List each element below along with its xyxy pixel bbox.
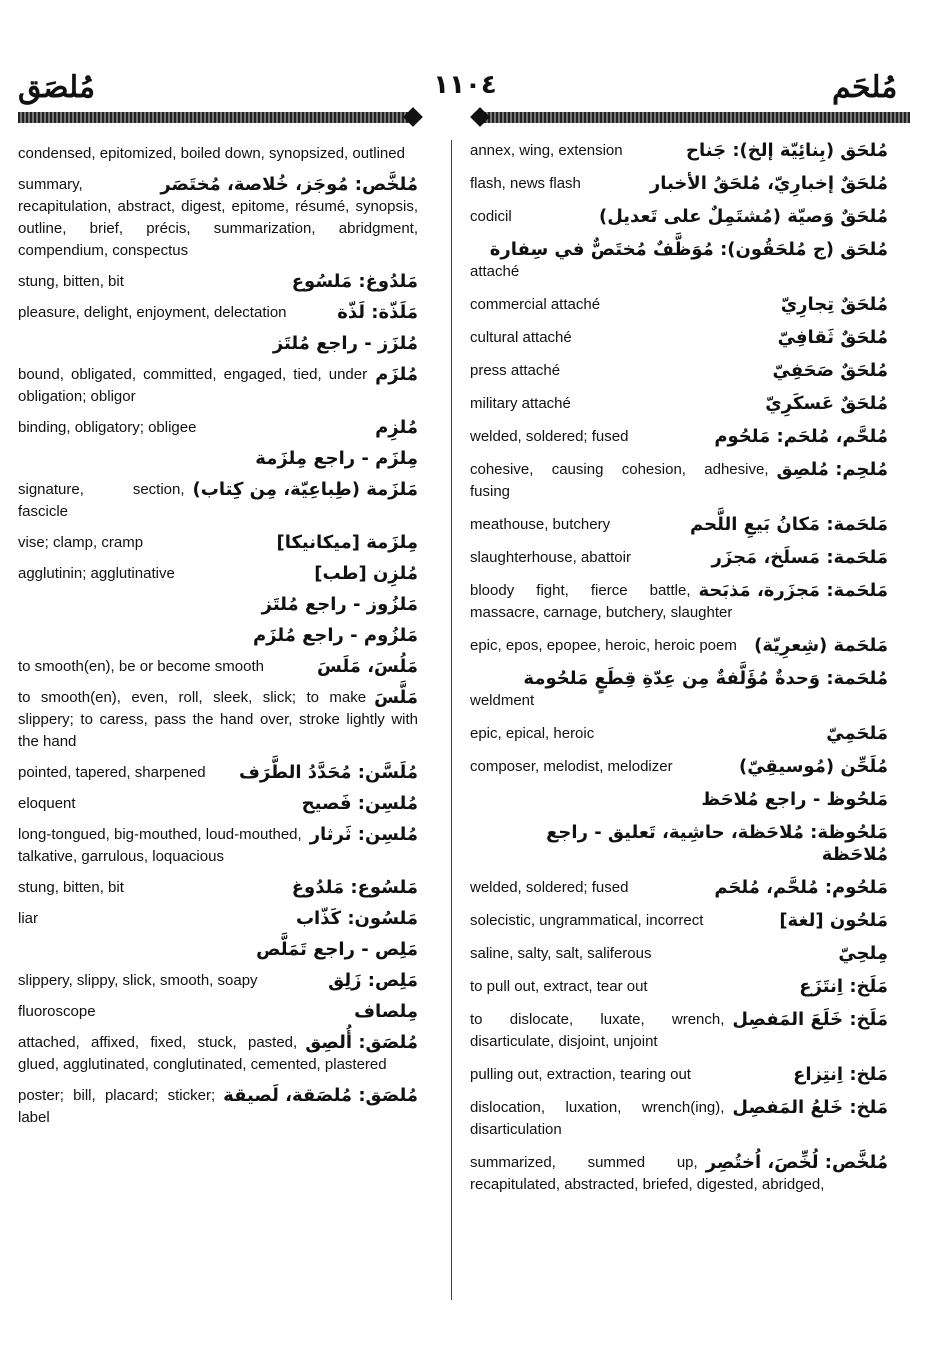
arabic-headword: مُلحَق (بِنائِيّة إلخ): جَناح bbox=[686, 140, 888, 161]
dictionary-entry bbox=[470, 723, 888, 745]
english-definition: pointed, tapered, sharpened bbox=[18, 764, 206, 781]
dictionary-entry bbox=[18, 793, 418, 815]
arabic-headword: مَلخ: اِنتِزاع bbox=[793, 1064, 888, 1085]
english-definition: summary, recapitulation, abstract, digest, epitome, résumé, synopsis, outline, brief, précis, summarization, abridgment, compendium, conspectus bbox=[18, 176, 418, 259]
english-definition: codicil bbox=[470, 208, 512, 225]
dictionary-entry bbox=[470, 877, 888, 899]
english-definition: saline, salty, salt, saliferous bbox=[470, 945, 652, 962]
english-definition: epic, epical, heroic bbox=[470, 725, 595, 742]
arabic-headword: مُلزِن [طب] bbox=[314, 563, 418, 584]
arabic-headword: مَلزَمة (طِباعِيّة، مِن كِتاب) bbox=[192, 479, 418, 500]
arabic-headword: مَلِص: زَلِق bbox=[328, 970, 418, 991]
english-definition: poster; bill, placard; sticker; label bbox=[18, 1087, 216, 1126]
english-definition: to smooth(en), even, roll, sleek, slick; to make slippery; to caress, pass the hand over, stroke lightly with the hand bbox=[18, 689, 418, 750]
arabic-headword: مَلَذّة: لَذّة bbox=[337, 302, 418, 323]
arabic-headword: مَلسُوع: مَلدُوغ bbox=[291, 877, 418, 898]
english-definition: meathouse, butchery bbox=[470, 516, 611, 533]
dictionary-entry bbox=[470, 1152, 888, 1196]
english-definition: cohesive, causing cohesion, adhesive, fusing bbox=[470, 461, 769, 500]
column-divider bbox=[451, 140, 452, 1300]
dictionary-entry bbox=[470, 756, 888, 778]
dictionary-entry bbox=[470, 789, 888, 811]
arabic-headword: مُلسِن: ثَرثار bbox=[309, 824, 418, 845]
arabic-headword: مُلخَّص: مُوجَز، خُلاصة، مُختَصَر bbox=[160, 174, 418, 195]
english-definition: press attaché bbox=[470, 362, 561, 379]
english-definition: binding, obligatory; obligee bbox=[18, 419, 197, 436]
dictionary-entry bbox=[470, 822, 888, 866]
english-definition: welded, soldered; fused bbox=[470, 879, 629, 896]
arabic-headword: مَلحُوظ - راجع مُلاحَظ bbox=[701, 789, 888, 810]
arabic-headword: مُلسِن: فَصيح bbox=[301, 793, 418, 814]
arabic-headword: مَلحَمة (شِعرِيّة) bbox=[754, 635, 888, 656]
dictionary-entry bbox=[18, 479, 418, 523]
dictionary-entry bbox=[18, 143, 418, 165]
arabic-headword: مُلصَق: مُلصَقة، لَصيقة bbox=[223, 1085, 418, 1106]
arabic-headword: مَلُسَ، مَلَسَ bbox=[317, 656, 418, 677]
arabic-headword: مُلَسَّن: مُحَدَّدُ الطَّرَف bbox=[238, 762, 418, 783]
page-header bbox=[0, 0, 925, 140]
english-definition: eloquent bbox=[18, 795, 76, 812]
arabic-headword: مِلزَمة [ميكانيكا] bbox=[276, 532, 418, 553]
arabic-headword: مُلحَقٌ تِجارِيّ bbox=[780, 294, 888, 315]
dictionary-entry bbox=[18, 908, 418, 930]
dictionary-entry bbox=[470, 668, 888, 712]
arabic-headword: مَلدُوغ: مَلسُوع bbox=[291, 271, 418, 292]
dictionary-entry bbox=[18, 417, 418, 439]
dictionary-entry bbox=[470, 976, 888, 998]
dictionary-entry bbox=[18, 1032, 418, 1076]
arabic-headword: مُلزَز - راجع مُلتَز bbox=[272, 333, 418, 354]
arabic-headword: مَلحَمة: مَجزَرة، مَذبَحة bbox=[698, 580, 888, 601]
dictionary-entry bbox=[18, 824, 418, 868]
dictionary-entry bbox=[470, 173, 888, 195]
dictionary-entry bbox=[470, 294, 888, 316]
arabic-headword: مُلحَقٌ صَحَفِيّ bbox=[772, 360, 888, 381]
english-definition: condensed, epitomized, boiled down, synopsized, outlined bbox=[18, 145, 405, 162]
dictionary-entry bbox=[18, 687, 418, 753]
english-definition: stung, bitten, bit bbox=[18, 273, 124, 290]
arabic-headword: مِلحِيّ bbox=[838, 943, 888, 964]
dictionary-entry bbox=[470, 327, 888, 349]
arabic-headword: مُلحَقٌ عَسكَرِيّ bbox=[765, 393, 888, 414]
dictionary-entry bbox=[18, 532, 418, 554]
dictionary-entry bbox=[470, 1097, 888, 1141]
header-rule-left bbox=[18, 112, 413, 123]
english-definition: dislocation, luxation, wrench(ing), disarticulation bbox=[470, 1099, 725, 1138]
english-definition: to smooth(en), be or become smooth bbox=[18, 658, 264, 675]
left-headword: مُلصَق bbox=[18, 70, 96, 105]
arabic-headword: مِلزَم - راجع مِلزَمة bbox=[255, 448, 418, 469]
dictionary-entry bbox=[18, 625, 418, 647]
arabic-headword: مُلحِم: مُلصِق bbox=[776, 459, 888, 480]
dictionary-entry bbox=[470, 393, 888, 415]
english-definition: slippery, slippy, slick, smooth, soapy bbox=[18, 972, 258, 989]
english-definition: composer, melodist, melodizer bbox=[470, 758, 673, 775]
english-definition: annex, wing, extension bbox=[470, 142, 623, 159]
english-definition: vise; clamp, cramp bbox=[18, 534, 144, 551]
english-definition: solecistic, ungrammatical, incorrect bbox=[470, 912, 704, 929]
arabic-headword: مَلزُوم - راجع مُلزَم bbox=[252, 625, 418, 646]
arabic-headword: مَلَخ: اِنتَزَع bbox=[799, 976, 888, 997]
english-definition: liar bbox=[18, 910, 39, 927]
diamond-ornament-left bbox=[403, 107, 423, 127]
left-column bbox=[18, 143, 418, 1138]
english-definition: pleasure, delight, enjoyment, delectation bbox=[18, 304, 287, 321]
right-headword: مُلحَم bbox=[832, 70, 898, 105]
dictionary-entry bbox=[470, 206, 888, 228]
dictionary-entry bbox=[18, 174, 418, 262]
dictionary-entry bbox=[18, 563, 418, 585]
arabic-headword: مُلزَم bbox=[375, 364, 418, 385]
english-definition: to pull out, extract, tear out bbox=[470, 978, 648, 995]
page-number: ١١٠٤ bbox=[433, 70, 497, 100]
right-column bbox=[470, 140, 888, 1207]
english-definition: military attaché bbox=[470, 395, 571, 412]
dictionary-entry bbox=[470, 360, 888, 382]
english-definition: flash, news flash bbox=[470, 175, 581, 192]
english-definition: commercial attaché bbox=[470, 296, 601, 313]
dictionary-entry bbox=[470, 239, 888, 283]
dictionary-entry bbox=[18, 1001, 418, 1023]
english-definition: epic, epos, epopee, heroic, heroic poem bbox=[470, 637, 737, 654]
dictionary-entry bbox=[18, 333, 418, 355]
dictionary-entry bbox=[18, 302, 418, 324]
english-definition: stung, bitten, bit bbox=[18, 879, 124, 896]
dictionary-entry bbox=[470, 140, 888, 162]
arabic-headword: مَلحُون [لغة] bbox=[779, 910, 888, 931]
dictionary-entry bbox=[18, 656, 418, 678]
dictionary-entry bbox=[470, 459, 888, 503]
arabic-headword: مَلحَمِيّ bbox=[826, 723, 888, 744]
english-definition: agglutinin; agglutinative bbox=[18, 565, 175, 582]
arabic-headword: مُلزِم bbox=[375, 417, 418, 438]
dictionary-entry bbox=[18, 1085, 418, 1129]
dictionary-entry bbox=[470, 514, 888, 536]
dictionary-entry bbox=[470, 635, 888, 657]
arabic-headword: مُلصَق: أُلصِق bbox=[305, 1032, 418, 1053]
english-definition: weldment bbox=[470, 692, 535, 709]
dictionary-entry bbox=[18, 364, 418, 408]
dictionary-entry bbox=[470, 1009, 888, 1053]
english-definition: attached, affixed, fixed, stuck, pasted, glued, agglutinated, conglutinated, cemented, plastered bbox=[18, 1034, 387, 1073]
dictionary-entry bbox=[470, 943, 888, 965]
arabic-headword: مَلحَمة: مَكانُ بَيعِ اللَّحم bbox=[690, 514, 888, 535]
english-definition: summarized, summed up, recapitulated, abstracted, briefed, digested, abridged, bbox=[470, 1154, 825, 1193]
arabic-headword: مَلحُوظة: مُلاحَظة، حاشِية، تَعليق - راجع مُلاحَظة bbox=[546, 822, 888, 865]
dictionary-entry bbox=[470, 426, 888, 448]
arabic-headword: مُلخَّص: لُخِّصَ، اُختُصِر bbox=[705, 1152, 888, 1173]
dictionary-entry bbox=[18, 970, 418, 992]
arabic-headword: مُلحَّم، مُلحَم: مَلحُوم bbox=[714, 426, 888, 447]
english-definition: pulling out, extraction, tearing out bbox=[470, 1066, 691, 1083]
arabic-headword: مَلسُون: كَذّاب bbox=[295, 908, 418, 929]
header-rule-right bbox=[480, 112, 910, 123]
diamond-ornament-right bbox=[470, 107, 490, 127]
arabic-headword: مَلِص - راجع تَمَلَّص bbox=[256, 939, 418, 960]
arabic-headword: مَلزُوز - راجع مُلتَز bbox=[261, 594, 418, 615]
arabic-headword: مُلحَقٌ وَصيّة (مُشتَمِلٌ على تَعديل) bbox=[599, 206, 888, 227]
dictionary-entry bbox=[18, 877, 418, 899]
english-definition: to dislocate, luxate, wrench, disarticulate, disjoint, unjoint bbox=[470, 1011, 725, 1050]
dictionary-entry bbox=[470, 580, 888, 624]
english-definition: slaughterhouse, abattoir bbox=[470, 549, 631, 566]
arabic-headword: مَلخ: خَلعُ المَفصِل bbox=[732, 1097, 888, 1118]
arabic-headword: مِلصاف bbox=[354, 1001, 418, 1022]
english-definition: bound, obligated, committed, engaged, tied, under obligation; obligor bbox=[18, 366, 368, 405]
dictionary-entry bbox=[470, 1064, 888, 1086]
english-definition: long-tongued, big-mouthed, loud-mouthed, talkative, garrulous, loquacious bbox=[18, 826, 302, 865]
english-definition: welded, soldered; fused bbox=[470, 428, 629, 445]
dictionary-entry bbox=[470, 910, 888, 932]
dictionary-entry bbox=[18, 594, 418, 616]
arabic-headword: مُلحَق (ج مُلحَقُون): مُوَظَّفٌ مُختَصٌّ في سِفارة bbox=[489, 239, 888, 260]
english-definition: fluoroscope bbox=[18, 1003, 96, 1020]
arabic-headword: مَلَّسَ bbox=[374, 687, 418, 708]
english-definition: signature, section, fascicle bbox=[18, 481, 185, 520]
dictionary-entry bbox=[18, 448, 418, 470]
arabic-headword: مَلحَمة: مَسلَخ، مَجزَر bbox=[711, 547, 888, 568]
arabic-headword: مَلَخ: خَلَعَ المَفصِل bbox=[732, 1009, 888, 1030]
arabic-headword: مُلحَقٌ ثَقافِيّ bbox=[777, 327, 888, 348]
english-definition: cultural attaché bbox=[470, 329, 572, 346]
english-definition: bloody fight, fierce battle, massacre, carnage, butchery, slaughter bbox=[470, 582, 733, 621]
dictionary-entry bbox=[18, 939, 418, 961]
arabic-headword: مُلحَمة: وَحدةٌ مُؤَلَّفةٌ مِن عِدّةِ قِطَعٍ مَلحُومة bbox=[523, 668, 888, 689]
dictionary-entry bbox=[18, 762, 418, 784]
dictionary-entry bbox=[18, 271, 418, 293]
arabic-headword: مُلَحِّن (مُوسيقِيّ) bbox=[738, 756, 888, 777]
arabic-headword: مَلحُوم: مُلحَّم، مُلحَم bbox=[714, 877, 888, 898]
dictionary-entry bbox=[470, 547, 888, 569]
arabic-headword: مُلحَقٌ إخبارِيّ، مُلحَقُ الأخبار bbox=[649, 173, 888, 194]
english-definition: attaché bbox=[470, 263, 520, 280]
